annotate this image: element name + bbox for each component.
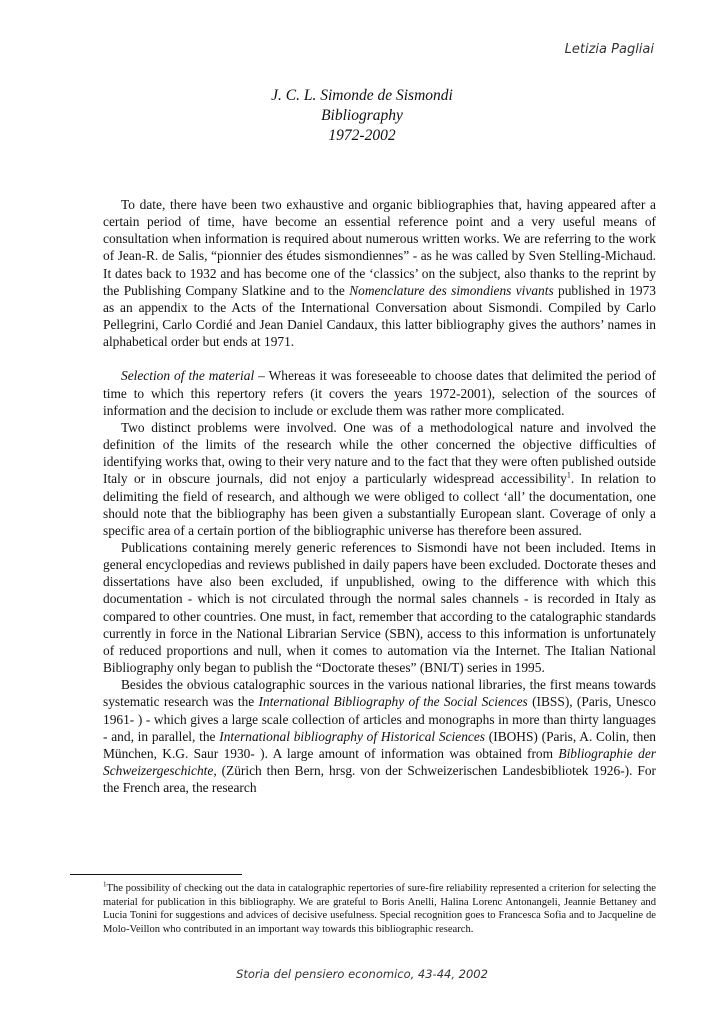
italic-title: Bibliographie der Schweizergeschichte (103, 745, 656, 778)
paragraph-problems (103, 419, 656, 539)
footnote-marker: 1 (103, 880, 107, 889)
footnote (103, 882, 656, 936)
paragraph-exclusions: Publications containing merely generic references to Sismondi have not been included. Items in general encyclopedias and reviews published in daily papers have been excluded. Doctorate theses and dissertations have also been excluded, if unpublished, owing to the difference with which this documentation - which is not circulated through the normal sales channels - is recorded in Italy as compared to other countries. One must, in fact, remember that according to the catalographic standards currently in force in the National Librarian Service (SBN), access to this information is unfortunately of reduced proportions and null, when it comes to automation via the Internet. The Italian National Bibliography only began to publish the “Doctorate theses” (BNI/T) series in 1995. (103, 539, 656, 676)
text-run: , (Zürich then Bern, hrsg. von der Schweizerischen Landesbibliotek 1926-). For the French area, the research (103, 763, 656, 796)
footnote-body: The possibility of checking out the data in catalographic repertories of sure-fire reliability represented a criterion for selecting the material for publication in this bibliography. We are grateful to Boris Anelli, Halina Lorenc Antonangeli, Jeannie Bettaney and Lucia Tonini for suggestions and advices of decisive usefulness. Special recognition goes to Francesca Sofia and to Jacqueline de Molo-Veillon who contributed in an important way towards this bibliographic research. (103, 883, 656, 935)
paragraph-selection (103, 367, 656, 418)
title-line-kind: Bibliography (321, 107, 403, 124)
italic-title: International bibliography of Historical Sciences (219, 728, 486, 744)
section-heading-inline: Selection of the material (121, 368, 255, 384)
title-line-subject: J. C. L. Simonde de Sismondi (271, 87, 453, 104)
running-footer-journal: Storia del pensiero economico, 43-44, 2002 (236, 967, 488, 981)
text-run: (IBOHS) (Paris, A. Colin, then München, K.G. Saur 1930- ). A large amount of information was obtained from (103, 728, 656, 761)
text-run: . In relation to delimiting the field of research, and although we were obliged to collect ‘all’ the documentation, one should note that the bibliography has been given a substantially European slant. Coverage of only a specific area of a certain portion of the bibliographic universe has therefore been assured. (103, 471, 656, 538)
text-run: Two distinct problems were involved. One was of a methodological nature and involved the definition of the limits of the research while the other concerned the objective difficulties of identifying works that, owing to their very nature and to the fact that they were often published outside Italy or in obscure journals, did not enjoy a particularly widespread accessibility (103, 419, 656, 487)
article-title (0, 86, 724, 146)
article-body (103, 196, 656, 796)
italic-title: Nomenclature des simondiens vivants (349, 282, 554, 298)
paragraph-sources (103, 676, 656, 796)
text-run: published in 1973 as an appendix to the Acts of the International Conversation about Sismondi. Compiled by Carlo Pellegrini, Carlo Cordié and Jean Daniel Candaux, this latter bibliography gives the authors’ names in alphabetical order but ends at 1971. (103, 282, 657, 350)
footnote-divider (70, 874, 242, 875)
footnote-ref[interactable]: 1 (566, 470, 571, 480)
text-run: To date, there have been two exhaustive and organic bibliographies that, having appeared after a certain period of time, have become an essential reference point and a very useful means of consultation when information is required about numerous written works. We are referring to the work of Jean-R. de Salis, “pionnier des études sismondiennes” - as he was called by Sven Stelling-Michaud. It dates back to 1932 and has become one of the ‘classics’ on the subject, also thanks to the reprint by the Publishing Company Slatkine and to the (103, 197, 656, 298)
running-header-author: Letizia Pagliai (564, 42, 654, 57)
text-run: Besides the obvious catalographic sources in the various national libraries, the first means towards systematic research was the (103, 677, 656, 710)
paragraph-intro (103, 196, 656, 350)
text-run: – Whereas it was foreseeable to choose dates that delimited the period of time to which this repertory refers (it covers the years 1972-2001), selection of the sources of information and the decision to include or exclude them was rather more complicated. (103, 368, 656, 418)
text-run: (IBSS), (Paris, Unesco 1961- ) - which gives a large scale collection of articles and monographs in more than thirty languages - and, in parallel, the (103, 694, 656, 744)
italic-title: International Bibliography of the Social Sciences (258, 694, 528, 710)
title-line-years: 1972-2002 (328, 127, 396, 144)
footnote-text (103, 882, 656, 936)
